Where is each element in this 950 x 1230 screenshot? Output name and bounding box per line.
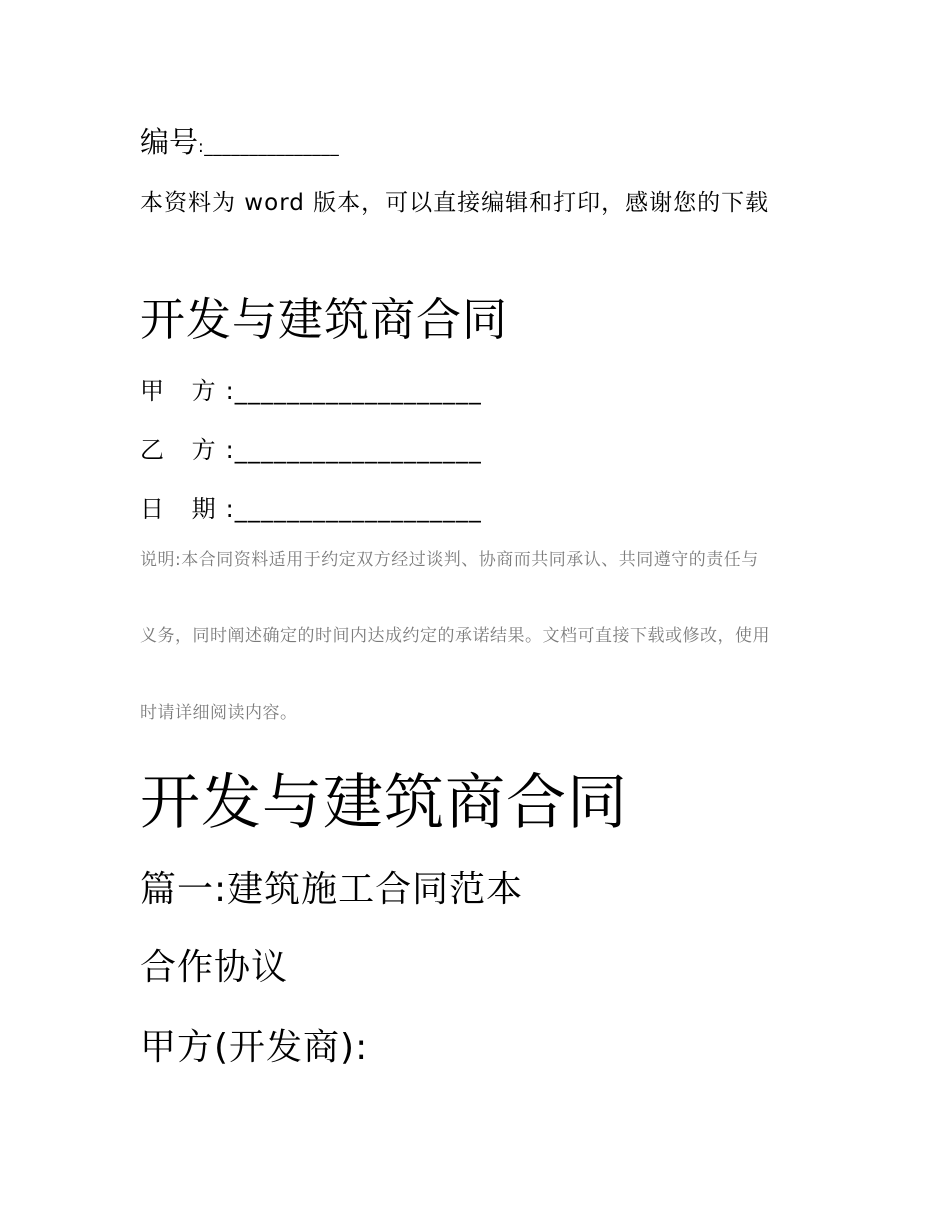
cover-title: 开发与建筑商合同 <box>140 293 509 346</box>
party-a-blank: :___________________ <box>225 377 482 405</box>
note-paragraph-3: 时请详细阅读内容。 <box>140 703 298 723</box>
note-paragraph-2: 义务，同时阐述确定的时间内达成约定的承诺结果。文档可直接下载或修改，使用 <box>140 626 770 646</box>
agreement-heading: 合作协议 <box>140 947 289 988</box>
serial-number-line <box>140 123 339 166</box>
party-b-field <box>140 432 482 468</box>
party-b-label: 乙 方 <box>140 436 226 464</box>
chapter-heading: 篇一:建筑施工合同范本 <box>140 869 524 910</box>
date-field <box>140 491 482 527</box>
note-paragraph-1: 说明:本合同资料适用于约定双方经过谈判、协商而共同承认、共同遵守的责任与 <box>140 550 759 570</box>
serial-number-blank: :_______________ <box>198 137 340 157</box>
intro-text: 本资料为 word 版本，可以直接编辑和打印，感谢您的下载 <box>140 190 770 216</box>
party-a-label: 甲 方 <box>140 377 226 405</box>
party-b-blank: :___________________ <box>225 436 482 464</box>
date-label: 日 期 <box>140 495 226 523</box>
party-a-heading: 甲方(开发商): <box>140 1027 369 1068</box>
date-blank: :___________________ <box>225 495 482 523</box>
party-a-field <box>140 373 482 409</box>
main-title: 开发与建筑商合同 <box>140 768 628 838</box>
serial-number-label: 编号 <box>140 125 199 159</box>
